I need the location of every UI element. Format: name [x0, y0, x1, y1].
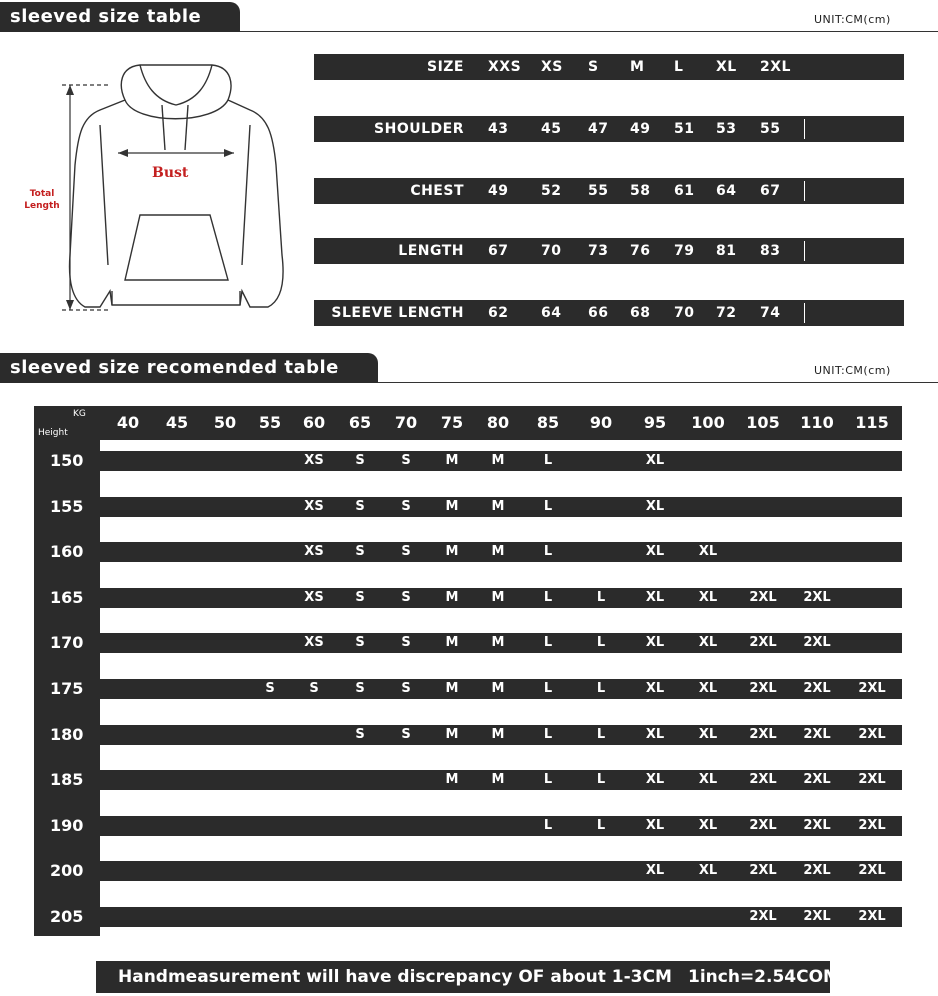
rec-cell: L — [543, 589, 553, 605]
rec-row-bar — [100, 907, 902, 927]
rec-cell: S — [401, 681, 411, 696]
rec-cell: L — [596, 589, 606, 605]
rec-row-bar — [100, 770, 902, 790]
rec-cell: L — [596, 772, 606, 788]
rec-cell: S — [355, 453, 365, 468]
weight-header-cell: 70 — [394, 413, 418, 432]
rec-cell: M — [445, 453, 459, 468]
size-cell: 73 — [588, 243, 609, 259]
rec-row-bar — [100, 542, 902, 562]
rec-cell: XL — [645, 589, 665, 605]
section1-title: sleeved size table — [0, 2, 240, 32]
size-row-divider — [804, 181, 805, 201]
rec-cell: 2XL — [803, 772, 831, 788]
rec-cell: S — [265, 681, 275, 696]
rec-cell: S — [355, 726, 365, 742]
rec-cell: 2XL — [858, 909, 886, 924]
rec-cell: 2XL — [858, 726, 886, 742]
weight-header-cell: 110 — [800, 413, 834, 432]
footer-note: Handmeasurement will have discrepancy OF about 1-3CM — [118, 967, 672, 987]
rec-cell: M — [491, 772, 505, 788]
rec-row-bar — [100, 497, 902, 517]
size-cell: 67 — [760, 183, 781, 199]
weight-header-cell: 55 — [258, 413, 282, 432]
rec-cell: L — [543, 498, 553, 514]
rec-cell: XL — [698, 544, 718, 560]
rec-cell: XS — [304, 589, 324, 605]
weight-header-cell: 50 — [213, 413, 237, 432]
rec-cell: L — [596, 817, 606, 833]
size-cell: 55 — [588, 183, 609, 199]
rec-cell: XL — [645, 635, 665, 651]
size-header-cell: S — [588, 59, 599, 75]
size-row-bar — [314, 238, 904, 264]
rec-row-height: 175 — [50, 679, 84, 698]
size-cell: 70 — [674, 305, 695, 321]
rec-cell: L — [543, 453, 553, 468]
footer-bar — [96, 961, 840, 993]
rec-cell: L — [543, 817, 553, 833]
rec-cell: S — [355, 635, 365, 651]
size-cell: 43 — [488, 121, 509, 137]
rec-cell: M — [491, 681, 505, 696]
rec-row-bar — [100, 816, 902, 836]
rec-cell: XS — [304, 635, 324, 651]
size-cell: 72 — [716, 305, 737, 321]
rec-cell: L — [543, 544, 553, 560]
size-cell: 51 — [674, 121, 695, 137]
section2-title: sleeved size recomended table — [0, 353, 378, 383]
size-row-divider — [804, 119, 805, 139]
rec-cell: 2XL — [803, 726, 831, 742]
bust-label: Bust — [152, 165, 189, 181]
rec-cell: M — [445, 544, 459, 560]
size-row-label: LENGTH — [398, 243, 464, 259]
size-header-cell: XL — [716, 59, 737, 75]
rec-row-bar — [100, 588, 902, 608]
rec-cell: M — [491, 726, 505, 742]
rec-row-height: 205 — [50, 907, 84, 926]
rec-cell: XS — [304, 498, 324, 514]
rec-cell: S — [401, 635, 411, 651]
size-cell: 49 — [488, 183, 509, 199]
rec-row-height: 200 — [50, 861, 84, 881]
size-cell: 68 — [630, 305, 651, 321]
footer-conversion: 1inch=2.54COM — [688, 967, 840, 987]
rec-cell: XL — [698, 681, 718, 696]
rec-row-height: 185 — [50, 770, 84, 790]
rec-cell: 2XL — [749, 726, 777, 742]
rec-cell: L — [596, 635, 606, 651]
rec-row-height: 180 — [50, 724, 84, 744]
rec-cell: 2XL — [858, 817, 886, 833]
size-cell: 83 — [760, 243, 781, 259]
rec-cell: L — [543, 726, 553, 742]
rec-cell: M — [445, 498, 459, 514]
rec-cell: S — [309, 681, 319, 696]
rec-cell: M — [491, 544, 505, 560]
rec-cell: S — [401, 589, 411, 605]
rec-cell: 2XL — [803, 681, 831, 696]
size-row-label: CHEST — [410, 183, 464, 199]
size-cell: 64 — [716, 183, 737, 199]
size-row-label: SLEEVE LENGTH — [331, 305, 464, 321]
size-cell: 81 — [716, 243, 737, 259]
rec-row-height: 190 — [50, 815, 84, 835]
size-header-cell: XXS — [488, 59, 522, 75]
size-header-cell: L — [674, 59, 684, 75]
rec-cell: XL — [645, 817, 665, 833]
rec-cell: 2XL — [803, 817, 831, 833]
size-cell: 47 — [588, 121, 609, 137]
rec-row-bar — [100, 451, 902, 471]
rec-cell: XL — [645, 544, 665, 560]
weight-header-cell: 40 — [116, 413, 140, 432]
size-cell: 61 — [674, 183, 695, 199]
rec-cell: 2XL — [749, 589, 777, 605]
section2-rule — [378, 382, 938, 383]
rec-cell: M — [491, 589, 505, 605]
total-length-label-line1: Total — [29, 189, 55, 199]
rec-row-bar — [100, 861, 902, 881]
rec-row-bar — [100, 633, 902, 653]
weight-header-cell: 75 — [440, 413, 464, 432]
size-header-bar — [314, 54, 904, 80]
rec-cell: S — [355, 589, 365, 605]
rec-row-height: 170 — [50, 633, 84, 653]
rec-cell: 2XL — [803, 909, 831, 924]
rec-cell: M — [445, 589, 459, 605]
size-header-label: SIZE — [426, 59, 464, 75]
weight-header-cell: 80 — [486, 413, 510, 432]
rec-cell: XL — [698, 772, 718, 788]
rec-table-corner-height: Height — [38, 428, 68, 438]
rec-cell: 2XL — [858, 772, 886, 788]
size-row-bar — [314, 116, 904, 142]
rec-cell: M — [445, 635, 459, 651]
weight-header-cell: 95 — [643, 413, 667, 432]
weight-header-cell: 45 — [165, 413, 189, 432]
rec-cell: 2XL — [749, 817, 777, 833]
rec-row-height: 155 — [50, 496, 84, 516]
weight-header-cell: 105 — [746, 413, 780, 432]
weight-header-cell: 65 — [348, 413, 372, 432]
size-cell: 53 — [716, 121, 737, 137]
rec-cell: XL — [698, 589, 718, 605]
rec-cell: 2XL — [749, 863, 777, 879]
size-cell: 58 — [630, 183, 651, 199]
size-cell: 76 — [630, 243, 651, 259]
rec-cell: 2XL — [803, 635, 831, 651]
rec-cell: L — [543, 635, 553, 651]
size-cell: 79 — [674, 243, 695, 259]
rec-cell: M — [445, 772, 459, 788]
rec-cell: S — [355, 544, 365, 560]
weight-header-cell: 60 — [302, 413, 326, 432]
rec-cell: M — [491, 453, 505, 468]
rec-cell: L — [543, 681, 553, 696]
rec-cell: XL — [645, 726, 665, 742]
rec-cell: 2XL — [803, 863, 831, 879]
size-cell: 74 — [760, 305, 781, 321]
rec-row-height: 160 — [50, 542, 84, 562]
size-row-divider — [804, 241, 805, 261]
weight-header-cell: 90 — [589, 413, 613, 432]
size-cell: 70 — [541, 243, 562, 259]
rec-cell: S — [401, 498, 411, 514]
rec-cell: XL — [645, 772, 665, 788]
rec-cell: S — [355, 498, 365, 514]
rec-cell: L — [543, 772, 553, 788]
rec-cell: XS — [304, 453, 324, 468]
total-length-label-line2: Length — [24, 201, 60, 211]
size-row-bar — [314, 178, 904, 204]
size-cell: 52 — [541, 183, 562, 199]
size-header-cell: 2XL — [760, 59, 791, 75]
size-cell: 64 — [541, 305, 562, 321]
size-cell: 62 — [488, 305, 509, 321]
rec-cell: S — [355, 681, 365, 696]
rec-cell: 2XL — [749, 909, 777, 924]
rec-cell: S — [401, 453, 411, 468]
rec-cell: M — [491, 498, 505, 514]
rec-cell: M — [445, 681, 459, 696]
rec-cell: M — [491, 635, 505, 651]
rec-table-corner-kg: KG — [73, 409, 86, 419]
size-cell: 55 — [760, 121, 781, 137]
rec-cell: M — [445, 726, 459, 742]
rec-cell: XL — [645, 681, 665, 696]
rec-cell: XL — [698, 817, 718, 833]
size-header-cell: XS — [541, 59, 563, 75]
rec-cell: 2XL — [803, 589, 831, 605]
weight-header-cell: 85 — [536, 413, 560, 432]
weight-header-cell: 115 — [855, 413, 889, 432]
section2-unit: UNIT:CM(cm) — [814, 364, 891, 377]
rec-cell: XS — [304, 544, 324, 560]
size-cell: 67 — [488, 243, 509, 259]
weight-header-cell: 100 — [691, 413, 725, 432]
total-length-label — [20, 188, 64, 212]
rec-row-bar — [100, 725, 902, 745]
rec-cell: 2XL — [858, 863, 886, 879]
rec-cell: XL — [698, 726, 718, 742]
size-cell: 66 — [588, 305, 609, 321]
rec-table-height-column — [34, 406, 100, 936]
rec-cell: 2XL — [749, 635, 777, 651]
rec-cell: L — [596, 726, 606, 742]
rec-cell: S — [401, 544, 411, 560]
size-header-cell: M — [630, 59, 645, 75]
rec-cell: XL — [698, 863, 718, 879]
rec-cell: 2XL — [858, 681, 886, 696]
rec-cell: XL — [645, 453, 665, 468]
rec-cell: XL — [698, 635, 718, 651]
rec-cell: 2XL — [749, 681, 777, 696]
rec-cell: 2XL — [749, 772, 777, 788]
rec-cell: S — [401, 726, 411, 742]
size-cell: 45 — [541, 121, 562, 137]
rec-cell: XL — [645, 498, 665, 514]
rec-row-height: 150 — [50, 451, 84, 470]
section1-rule — [240, 31, 938, 32]
rec-row-height: 165 — [50, 587, 84, 607]
rec-cell: L — [596, 681, 606, 696]
size-row-bar — [314, 300, 904, 326]
rec-cell: XL — [645, 863, 665, 879]
section1-unit: UNIT:CM(cm) — [814, 13, 891, 26]
size-row-divider — [804, 303, 805, 323]
size-cell: 49 — [630, 121, 651, 137]
rec-row-bar — [100, 679, 902, 699]
size-row-label: SHOULDER — [374, 121, 464, 137]
